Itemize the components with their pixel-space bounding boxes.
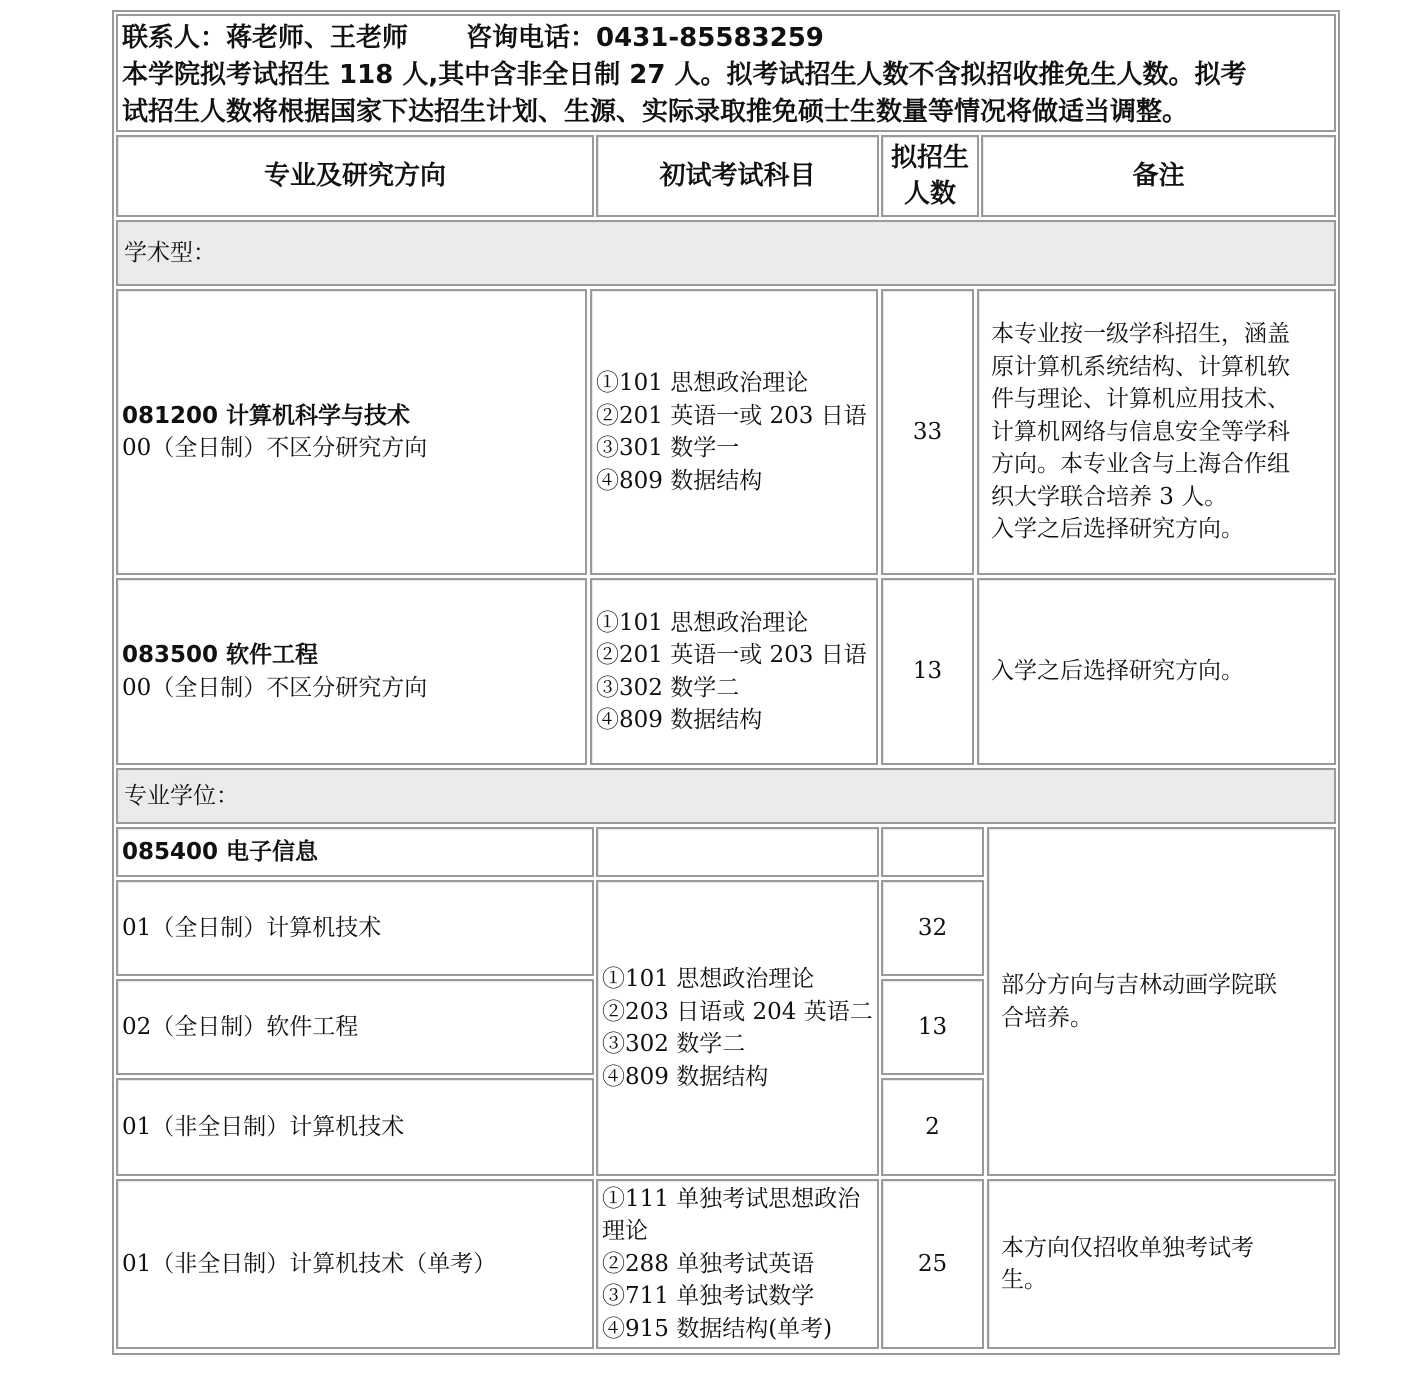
subject-line: ①111 单独考试思想政治: [602, 1185, 861, 1212]
direction-single: 01（非全日制）计算机技术（单考）: [116, 1179, 594, 1349]
summary-line-1: 本学院拟考试招生 118 人,其中含非全日制 27 人。拟考试招生人数不含拟招收推免生人数。拟考: [122, 60, 1247, 90]
header-quota: [881, 135, 979, 217]
remark-line: 方向。本专业含与上海合作组: [991, 451, 1290, 478]
remark-line: 生。: [1001, 1267, 1047, 1293]
remark-line: 织大学联合培养 3 人。: [991, 483, 1228, 510]
header-remarks: 备注: [981, 135, 1336, 217]
subjects-cell-single: [596, 1179, 879, 1349]
empty-subjects-ei: [596, 827, 879, 877]
remark-line: 件与理论、计算机应用技术、: [991, 386, 1290, 413]
remark-line: 入学之后选择研究方向。: [991, 516, 1244, 543]
remarks-cs: [977, 289, 1336, 575]
subject-line: ④809 数据结构: [602, 1063, 769, 1090]
quota-single: 25: [881, 1179, 984, 1349]
subject-line: ④809 数据结构: [596, 707, 763, 733]
header-major: 专业及研究方向: [116, 135, 594, 217]
remark-line: 合培养。: [1001, 1004, 1093, 1031]
subjects-cell-cs: [590, 289, 878, 575]
section-academic: 学术型：: [116, 220, 1336, 286]
subject-line: ②201 英语一或 203 日语: [596, 642, 867, 668]
subjects-cell-ei: [596, 880, 879, 1176]
subjects-cell-se: [590, 578, 878, 765]
major-code-ei: 085400 电子信息: [116, 827, 594, 877]
major-cell-se: [116, 578, 587, 765]
subject-line: ③301 数学一: [596, 435, 740, 461]
subject-line: ③302 数学二: [602, 1031, 746, 1057]
quota-cs: 33: [881, 289, 974, 575]
major-cell-cs: [116, 289, 587, 575]
major-direction-se: 00（全日制）不区分研究方向: [122, 674, 428, 701]
major-code-se: 083500 软件工程: [122, 642, 319, 668]
remark-line: 本方向仅招收单独考试考: [1001, 1234, 1254, 1261]
remark-line: 部分方向与吉林动画学院联: [1001, 972, 1277, 998]
subject-line: ②288 单独考试英语: [602, 1250, 815, 1277]
subject-line: 理论: [602, 1218, 648, 1245]
major-direction-cs: 00（全日制）不区分研究方向: [122, 435, 428, 461]
contact-label: 联系人：蒋老师、王老师: [122, 23, 409, 53]
remarks-se: 入学之后选择研究方向。: [977, 578, 1336, 765]
summary-line-2: 试招生人数将根据国家下达招生计划、生源、实际录取推免硕士生数量等情况将做适当调整。: [122, 97, 1189, 127]
direction-ei-3: 01（非全日制）计算机技术: [116, 1078, 594, 1176]
subject-line: ④915 数据结构(单考): [602, 1315, 833, 1342]
header-quota-line2: 人数: [903, 179, 956, 209]
quota-ei-2: 13: [881, 979, 984, 1075]
contact-line: [122, 20, 1330, 57]
section-professional: 专业学位：: [116, 768, 1336, 824]
remarks-ei: [987, 827, 1336, 1176]
header-subjects: 初试考试科目: [596, 135, 879, 217]
subject-line: ①101 思想政治理论: [602, 966, 815, 992]
subject-line: ④809 数据结构: [596, 467, 763, 494]
subject-line: ①101 思想政治理论: [596, 609, 809, 636]
quota-se: 13: [881, 578, 974, 765]
major-code-cs: 081200 计算机科学与技术: [122, 402, 411, 429]
remarks-single: [987, 1179, 1336, 1349]
direction-ei-1: 01（全日制）计算机技术: [116, 880, 594, 976]
empty-quota-ei: [881, 827, 984, 877]
header-quota-line1: 拟招生: [890, 143, 969, 173]
remark-line: 原计算机系统结构、计算机软: [991, 353, 1290, 380]
subject-line: ②203 日语或 204 英语二: [602, 998, 873, 1025]
info-block: [116, 14, 1336, 132]
quota-ei-1: 32: [881, 880, 984, 976]
phone-label: 咨询电话：0431-85583259: [466, 23, 824, 53]
subject-line: ③711 单独考试数学: [602, 1283, 815, 1310]
subject-line: ②201 英语一或 203 日语: [596, 402, 867, 429]
remark-line: 本专业按一级学科招生，涵盖: [991, 321, 1290, 348]
quota-ei-3: 2: [881, 1078, 984, 1176]
remark-line: 计算机网络与信息安全等学科: [991, 418, 1290, 445]
subject-line: ①101 思想政治理论: [596, 370, 809, 396]
direction-ei-2: 02（全日制）软件工程: [116, 979, 594, 1075]
subject-line: ③302 数学二: [596, 674, 740, 701]
